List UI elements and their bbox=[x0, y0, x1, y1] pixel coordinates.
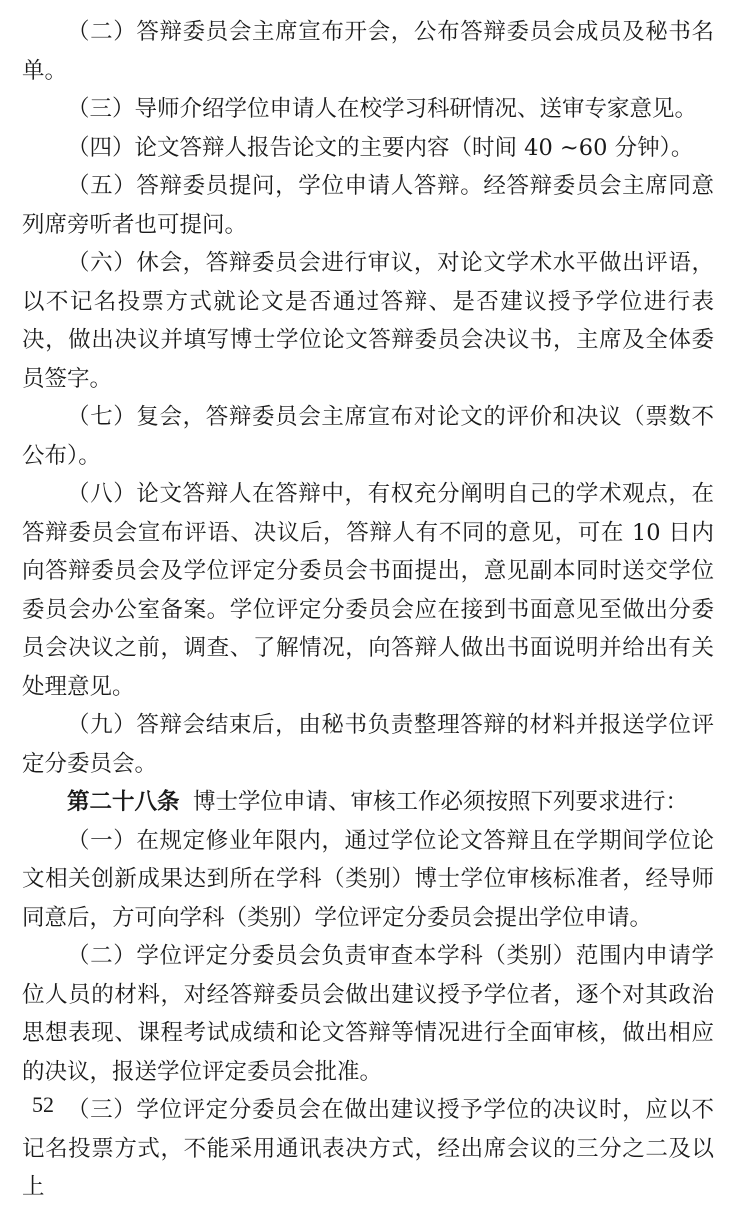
article-item-2: （二）学位评定分委员会负责审查本学科（类别）范围内申请学位人员的材料，对经答辩委员会做出建议授予学位者，逐个对其政治思想表现、课程考试成绩和论文答辩等情况进行全面审核，做出相应的决议，报送学位评定委员会批准。 bbox=[22, 943, 714, 1085]
article-heading bbox=[22, 783, 714, 822]
paragraph-item-3: （三）导师介绍学位申请人在校学习科研情况、送审专家意见。 bbox=[67, 96, 698, 122]
article-text: 博士学位申请、审核工作必须按照下列要求进行： bbox=[193, 789, 689, 815]
paragraph-item-9: （九）答辩会结束后，由秘书负责整理答辩的材料并报送学位评定分委员会。 bbox=[22, 712, 714, 777]
article-number: 第二十八条 bbox=[67, 789, 180, 815]
paragraph-item-4: （四）论文答辩人报告论文的主要内容（时间 40 ~60 分钟）。 bbox=[67, 134, 694, 161]
paragraph-item-7: （七）复会，答辩委员会主席宣布对论文的评价和决议（票数不公布）。 bbox=[22, 404, 714, 469]
paragraph-item-8: （八）论文答辩人在答辩中，有权充分阐明自己的学术观点，在答辩委员会宣布评语、决议后，答辩人有不同的意见，可在 10 日内向答辩委员会及学位评定分委员会书面提出，意见副本同时送交学位委员会办公室备案。学位评定分委员会应在接到书面意见至做出分委员会决议之前，调查、了解情况，向答辩人做出书面说明并给出有关处理意见。 bbox=[22, 481, 714, 700]
paragraph-item-2: （二）答辩委员会主席宣布开会，公布答辩委员会成员及秘书名单。 bbox=[22, 19, 714, 84]
article-item-1: （一）在规定修业年限内，通过学位论文答辩且在学期间学位论文相关创新成果达到所在学科（类别）博士学位审核标准者，经导师同意后，方可向学科（类别）学位评定分委员会提出学位申请。 bbox=[22, 827, 714, 931]
paragraph-item-5: （五）答辩委员提问，学位申请人答辩。经答辩委员会主席同意列席旁听者也可提问。 bbox=[22, 173, 714, 238]
paragraph-item-6: （六）休会，答辩委员会进行审议，对论文学术水平做出评语，以不记名投票方式就论文是否通过答辩、是否建议授予学位进行表决，做出决议并填写博士学位论文答辩委员会决议书，主席及全体委员签字。 bbox=[22, 250, 714, 392]
document-page bbox=[22, 13, 714, 1207]
page-number: 52 bbox=[32, 1092, 54, 1117]
article-item-3: （三）学位评定分委员会在做出建议授予学位的决议时，应以不记名投票方式，不能采用通讯表决方式，经出席会议的三分之二及以上 bbox=[22, 1097, 714, 1200]
